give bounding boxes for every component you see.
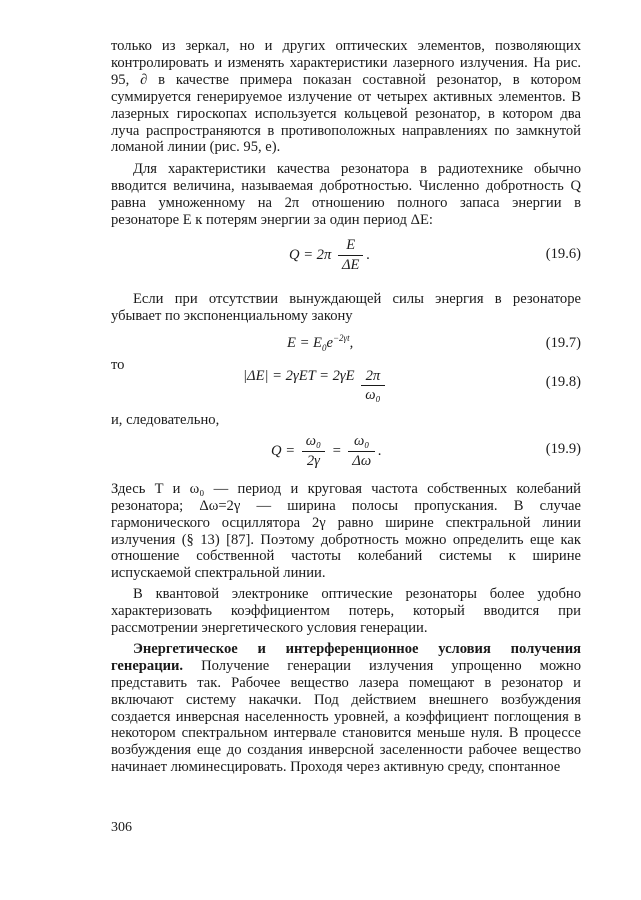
eq-19-9-fraction-1 (302, 433, 325, 470)
paragraph-exponential-decay: Если при отсутствии вынуждающей силы энергия в резонаторе убывает по экспоненциальному закону (111, 290, 581, 324)
eq-19-7-lhs: E = E (287, 334, 322, 351)
eq-19-6-denominator: ΔE (341, 256, 360, 273)
paragraph-loss-coefficient: В квантовой электронике оптические резонаторы более удобно характеризовать коэффициентом потерь, который вводится при рассмотрении энергетического условия генерации. (111, 586, 581, 637)
section-body-generation-conditions: Получение генерации излучения упрощенно можно представить так. Рабочее вещество лазера помещают в резонатор и включают систему накачки. Под действием внешнего возбуждения создается инверсная населенность уровней, а коэффициент поглощения в некотором спектральном интервале становится меньше нуля. В процессе возбуждения еще до создания инверсной заселенности рабочее вещество начинает люминесцировать. Проходя через активную среду, спонтанное (111, 657, 581, 776)
eq-19-9-lhs: Q = (271, 442, 296, 459)
equation-number-19-9: (19.9) (545, 440, 581, 457)
label-therefore: и, следовательно, (111, 411, 220, 428)
equation-19-7 (111, 331, 581, 357)
eq-19-8-denominator: ω₀ (365, 386, 381, 403)
eq-19-8-fraction (361, 368, 384, 404)
equation-number-19-8: (19.8) (545, 373, 581, 390)
section-heading-generation-conditions: Энергетическое и интерференционное условия получения генерации. (111, 640, 581, 674)
eq-19-9-denominator-2: Δω (352, 452, 372, 469)
eq-19-6-tail: . (366, 246, 371, 263)
equation-19-6-body (289, 237, 370, 274)
eq-19-9-numerator-1: ω₀ (302, 433, 325, 452)
equation-number-19-6: (19.6) (545, 245, 581, 262)
paragraph-resonator-elements: только из зеркал, но и других оптических элементов, позволяющих контролировать и изменять характеристики лазерного излучения. На рис. 95, ∂ в качестве примера показан составной резонатор, в котором суммируется генерируемое излучение от четырех активных элементов. В лазерных гироскопах используется кольцевой резонатор, в котором два луча распространяются в противоположных направлениях по замкнутой ломаной линии (рис. 95, е). (111, 38, 581, 156)
eq-19-6-fraction (338, 237, 363, 274)
page-body (111, 38, 581, 776)
equation-19-7-body (287, 332, 354, 353)
paragraph-q-factor-definition: Для характеристики качества резонатора в радиотехнике обычно вводится величина, называемая добротностью. Численно добротность Q равна умноженному на 2π отношению полного запаса энергии в резонаторе E к потерям энергии за один период ΔE: (111, 161, 581, 229)
eq-19-6-numerator: E (338, 237, 363, 256)
eq-19-9-tail: . (378, 442, 382, 459)
eq-19-9-denominator-1: 2γ (306, 452, 320, 469)
page-number: 306 (111, 820, 132, 835)
equation-19-8 (111, 366, 581, 410)
eq-19-9-equals: = (331, 442, 342, 459)
eq-19-7-subscript: 0 (321, 342, 327, 353)
equation-number-19-7: (19.7) (545, 334, 581, 351)
eq-19-7-tail: , (349, 334, 354, 351)
eq-19-8-lhs: |ΔE| = 2γET = 2γE (243, 367, 355, 384)
eq-19-9-numerator-2: ω₀ (348, 433, 375, 452)
equation-19-8-body (243, 368, 388, 404)
eq-19-7-base: e (326, 334, 333, 351)
eq-19-7-exponent: −2γt (332, 332, 350, 343)
eq-19-6-lhs: Q = 2π (289, 246, 332, 263)
label-then: то (111, 356, 125, 373)
paragraph-generation-conditions (111, 641, 581, 776)
equation-19-9 (111, 427, 581, 475)
paragraph-period-frequency: Здесь T и ω₀ — период и круговая частота собственных колебаний резонатора; Δω=2γ — ширина полосы пропускания. В случае гармонического осциллятора 2γ равно ширине спектральной линии излучения (§ 13) [87]. Поэтому добротность можно определить еще как отношение собственной частоты колебаний системы к ширине испускаемой спектральной линии. (111, 480, 581, 582)
equation-19-9-body (271, 433, 382, 470)
eq-19-8-numerator: 2π (365, 367, 381, 384)
equation-19-6 (111, 233, 581, 277)
eq-19-9-fraction-2 (348, 433, 375, 470)
